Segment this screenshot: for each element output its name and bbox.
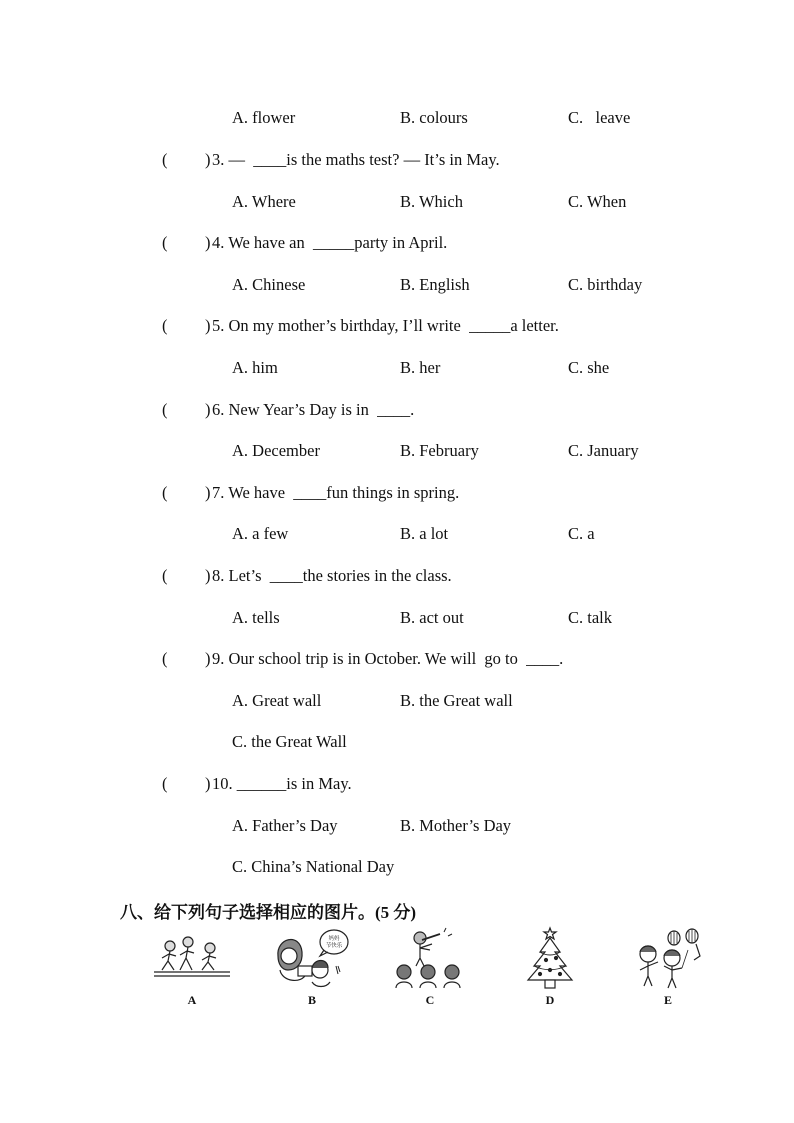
- option-c: C. When: [568, 192, 627, 211]
- option-a: A. him: [232, 358, 278, 377]
- option-a: A. Where: [232, 192, 296, 211]
- option-b: B. act out: [400, 608, 464, 627]
- option-b: B. Mother’s Day: [400, 816, 512, 835]
- picture-d[interactable]: [510, 926, 590, 992]
- christmas-tree-icon: [510, 926, 590, 992]
- answer-paren-close: ): [205, 150, 211, 169]
- option-b: B. her: [400, 358, 441, 377]
- picture-label-d: D: [545, 993, 555, 1007]
- answer-paren-open[interactable]: (: [162, 400, 168, 419]
- picture-b[interactable]: [272, 926, 352, 992]
- question-stem: 7. We have ____fun things in spring.: [212, 483, 460, 502]
- answer-paren-open[interactable]: (: [162, 566, 168, 585]
- option-c: C. birthday: [568, 275, 643, 294]
- question-stem: 4. We have an _____party in April.: [212, 233, 448, 252]
- option-b: B. February: [400, 441, 479, 460]
- option-a: A. tells: [232, 608, 280, 627]
- flute-performance-icon: [390, 926, 470, 992]
- picture-e[interactable]: [628, 926, 708, 992]
- question-stem: 5. On my mother’s birthday, I’ll write _____a letter.: [212, 316, 559, 335]
- children-racing-icon: [152, 926, 232, 992]
- answer-paren-open[interactable]: (: [162, 774, 168, 793]
- picture-label-a: A: [187, 993, 197, 1007]
- option-c: C. the Great Wall: [232, 732, 347, 751]
- question-stem: 10. ______is in May.: [212, 774, 352, 793]
- option-c: C. a: [568, 524, 595, 543]
- picture-a[interactable]: [152, 926, 232, 992]
- answer-paren-open[interactable]: (: [162, 233, 168, 252]
- children-lanterns-icon: [628, 926, 708, 992]
- option-a: A. Great wall: [232, 691, 322, 710]
- section-heading: [120, 898, 416, 923]
- option-a: A. a few: [232, 524, 289, 543]
- answer-paren-close: ): [205, 649, 211, 668]
- answer-paren-open[interactable]: (: [162, 150, 168, 169]
- question-stem: 3. — ____is the maths test? — It’s in May.: [212, 150, 500, 169]
- option-b: B. a lot: [400, 524, 449, 543]
- speech-bubble-line-1: 妈妈: [328, 936, 340, 942]
- option-c: C. China’s National Day: [232, 857, 395, 876]
- option-a: A. Chinese: [232, 275, 306, 294]
- picture-c[interactable]: [390, 926, 470, 992]
- picture-label-b: B: [307, 993, 316, 1007]
- option-b: B. Which: [400, 192, 463, 211]
- option-b: B. English: [400, 275, 470, 294]
- picture-label-c: C: [425, 993, 435, 1007]
- answer-paren-open[interactable]: (: [162, 483, 168, 502]
- option-c: C. she: [568, 358, 610, 377]
- question-stem: 9. Our school trip is in October. We will go to ____.: [212, 649, 564, 668]
- question-stem: 6. New Year’s Day is in ____.: [212, 400, 415, 419]
- answer-paren-close: ): [205, 400, 211, 419]
- section-points: (5 分): [375, 903, 417, 922]
- answer-paren-close: ): [205, 483, 211, 502]
- option-c: C. talk: [568, 608, 612, 627]
- section-title: 八、给下列句子选择相应的图片。: [120, 903, 375, 923]
- answer-paren-close: ): [205, 316, 211, 335]
- answer-paren-close: ): [205, 566, 211, 585]
- option-a: A. flower: [232, 108, 296, 127]
- answer-paren-close: ): [205, 233, 211, 252]
- question-stem: 8. Let’s ____the stories in the class.: [212, 566, 452, 585]
- option-a: A. December: [232, 441, 320, 460]
- mother-child-card-icon: [272, 926, 352, 992]
- option-b: B. colours: [400, 108, 468, 127]
- option-b: B. the Great wall: [400, 691, 513, 710]
- answer-paren-open[interactable]: (: [162, 649, 168, 668]
- option-c: C. leave: [568, 108, 631, 127]
- picture-label-e: E: [663, 993, 672, 1007]
- answer-paren-open[interactable]: (: [162, 316, 168, 335]
- option-a: A. Father’s Day: [232, 816, 338, 835]
- answer-paren-close: ): [205, 774, 211, 793]
- option-c: C. January: [568, 441, 639, 460]
- speech-bubble-line-2: 节快乐: [325, 943, 343, 949]
